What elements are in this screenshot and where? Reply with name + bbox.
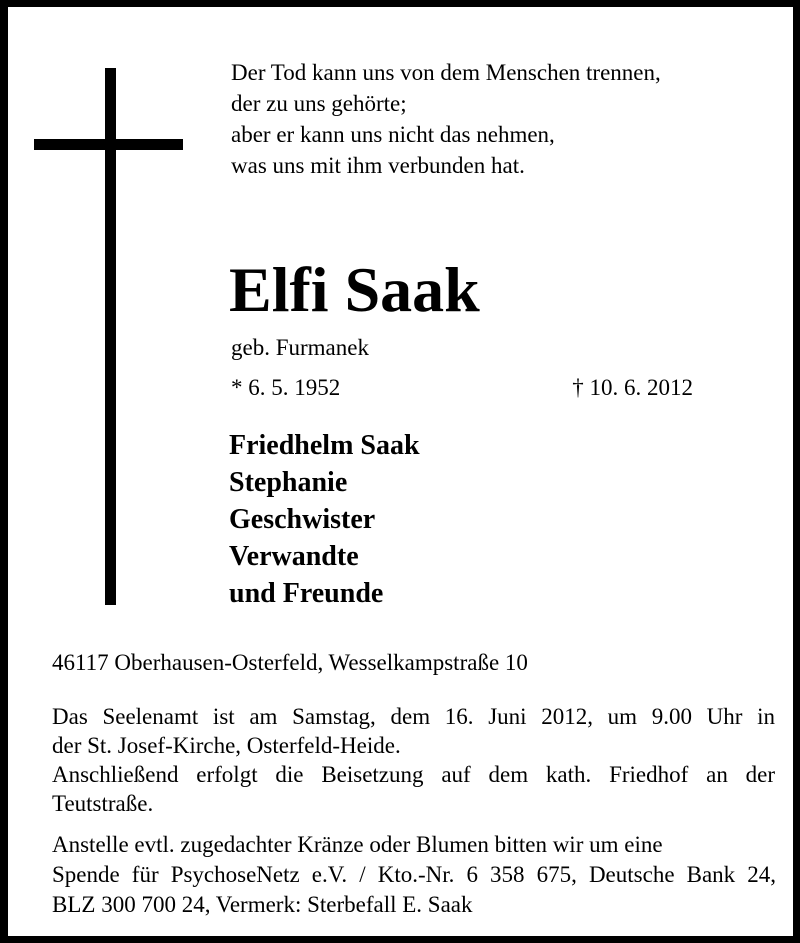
birth-name: geb. Furmanek [231,335,369,360]
memorial-quote [231,57,661,181]
mourner: Stephanie [229,467,348,498]
donation-info [52,830,776,920]
donation-line: Anstelle evtl. zugedachter Kränze oder Blumen bitten wir um eine [52,832,663,857]
quote-line: Der Tod kann uns von dem Menschen trennen, [231,60,661,85]
address: 46117 Oberhausen-Osterfeld, Wesselkampstraße 10 [52,650,528,675]
service-line: der St. Josef-Kirche, Osterfeld-Heide. [52,733,401,758]
donation-line: BLZ 300 700 24, Vermerk: Sterbefall E. Saak [52,892,473,917]
mourner: Geschwister [229,504,376,535]
mourner: und Freunde [229,578,384,609]
cross-icon-bar [34,139,183,150]
birth-date: * 6. 5. 1952 [231,375,341,400]
obituary-notice [8,7,793,936]
service-line: Das Seelenamt ist am Samstag, dem 16. Juni 2012, um 9.00 Uhr in [52,704,775,729]
service-line: Teutstraße. [52,791,154,816]
mourner: Friedhelm Saak [229,430,420,461]
quote-line: der zu uns gehörte; [231,91,407,116]
deceased-name: Elfi Saak [229,254,480,325]
service-line: Anschließend erfolgt die Beisetzung auf dem kath. Friedhof an der [52,762,775,787]
quote-line: was uns mit ihm verbunden hat. [231,153,525,178]
quote-line: aber er kann uns nicht das nehmen, [231,122,555,147]
mourners-list [229,427,420,612]
donation-line: Spende für PsychoseNetz e.V. / Kto.-Nr. 6 358 675, Deutsche Bank 24, [52,862,776,887]
mourner: Verwandte [229,541,359,572]
service-info [52,702,775,818]
death-date: † 10. 6. 2012 [572,375,693,400]
